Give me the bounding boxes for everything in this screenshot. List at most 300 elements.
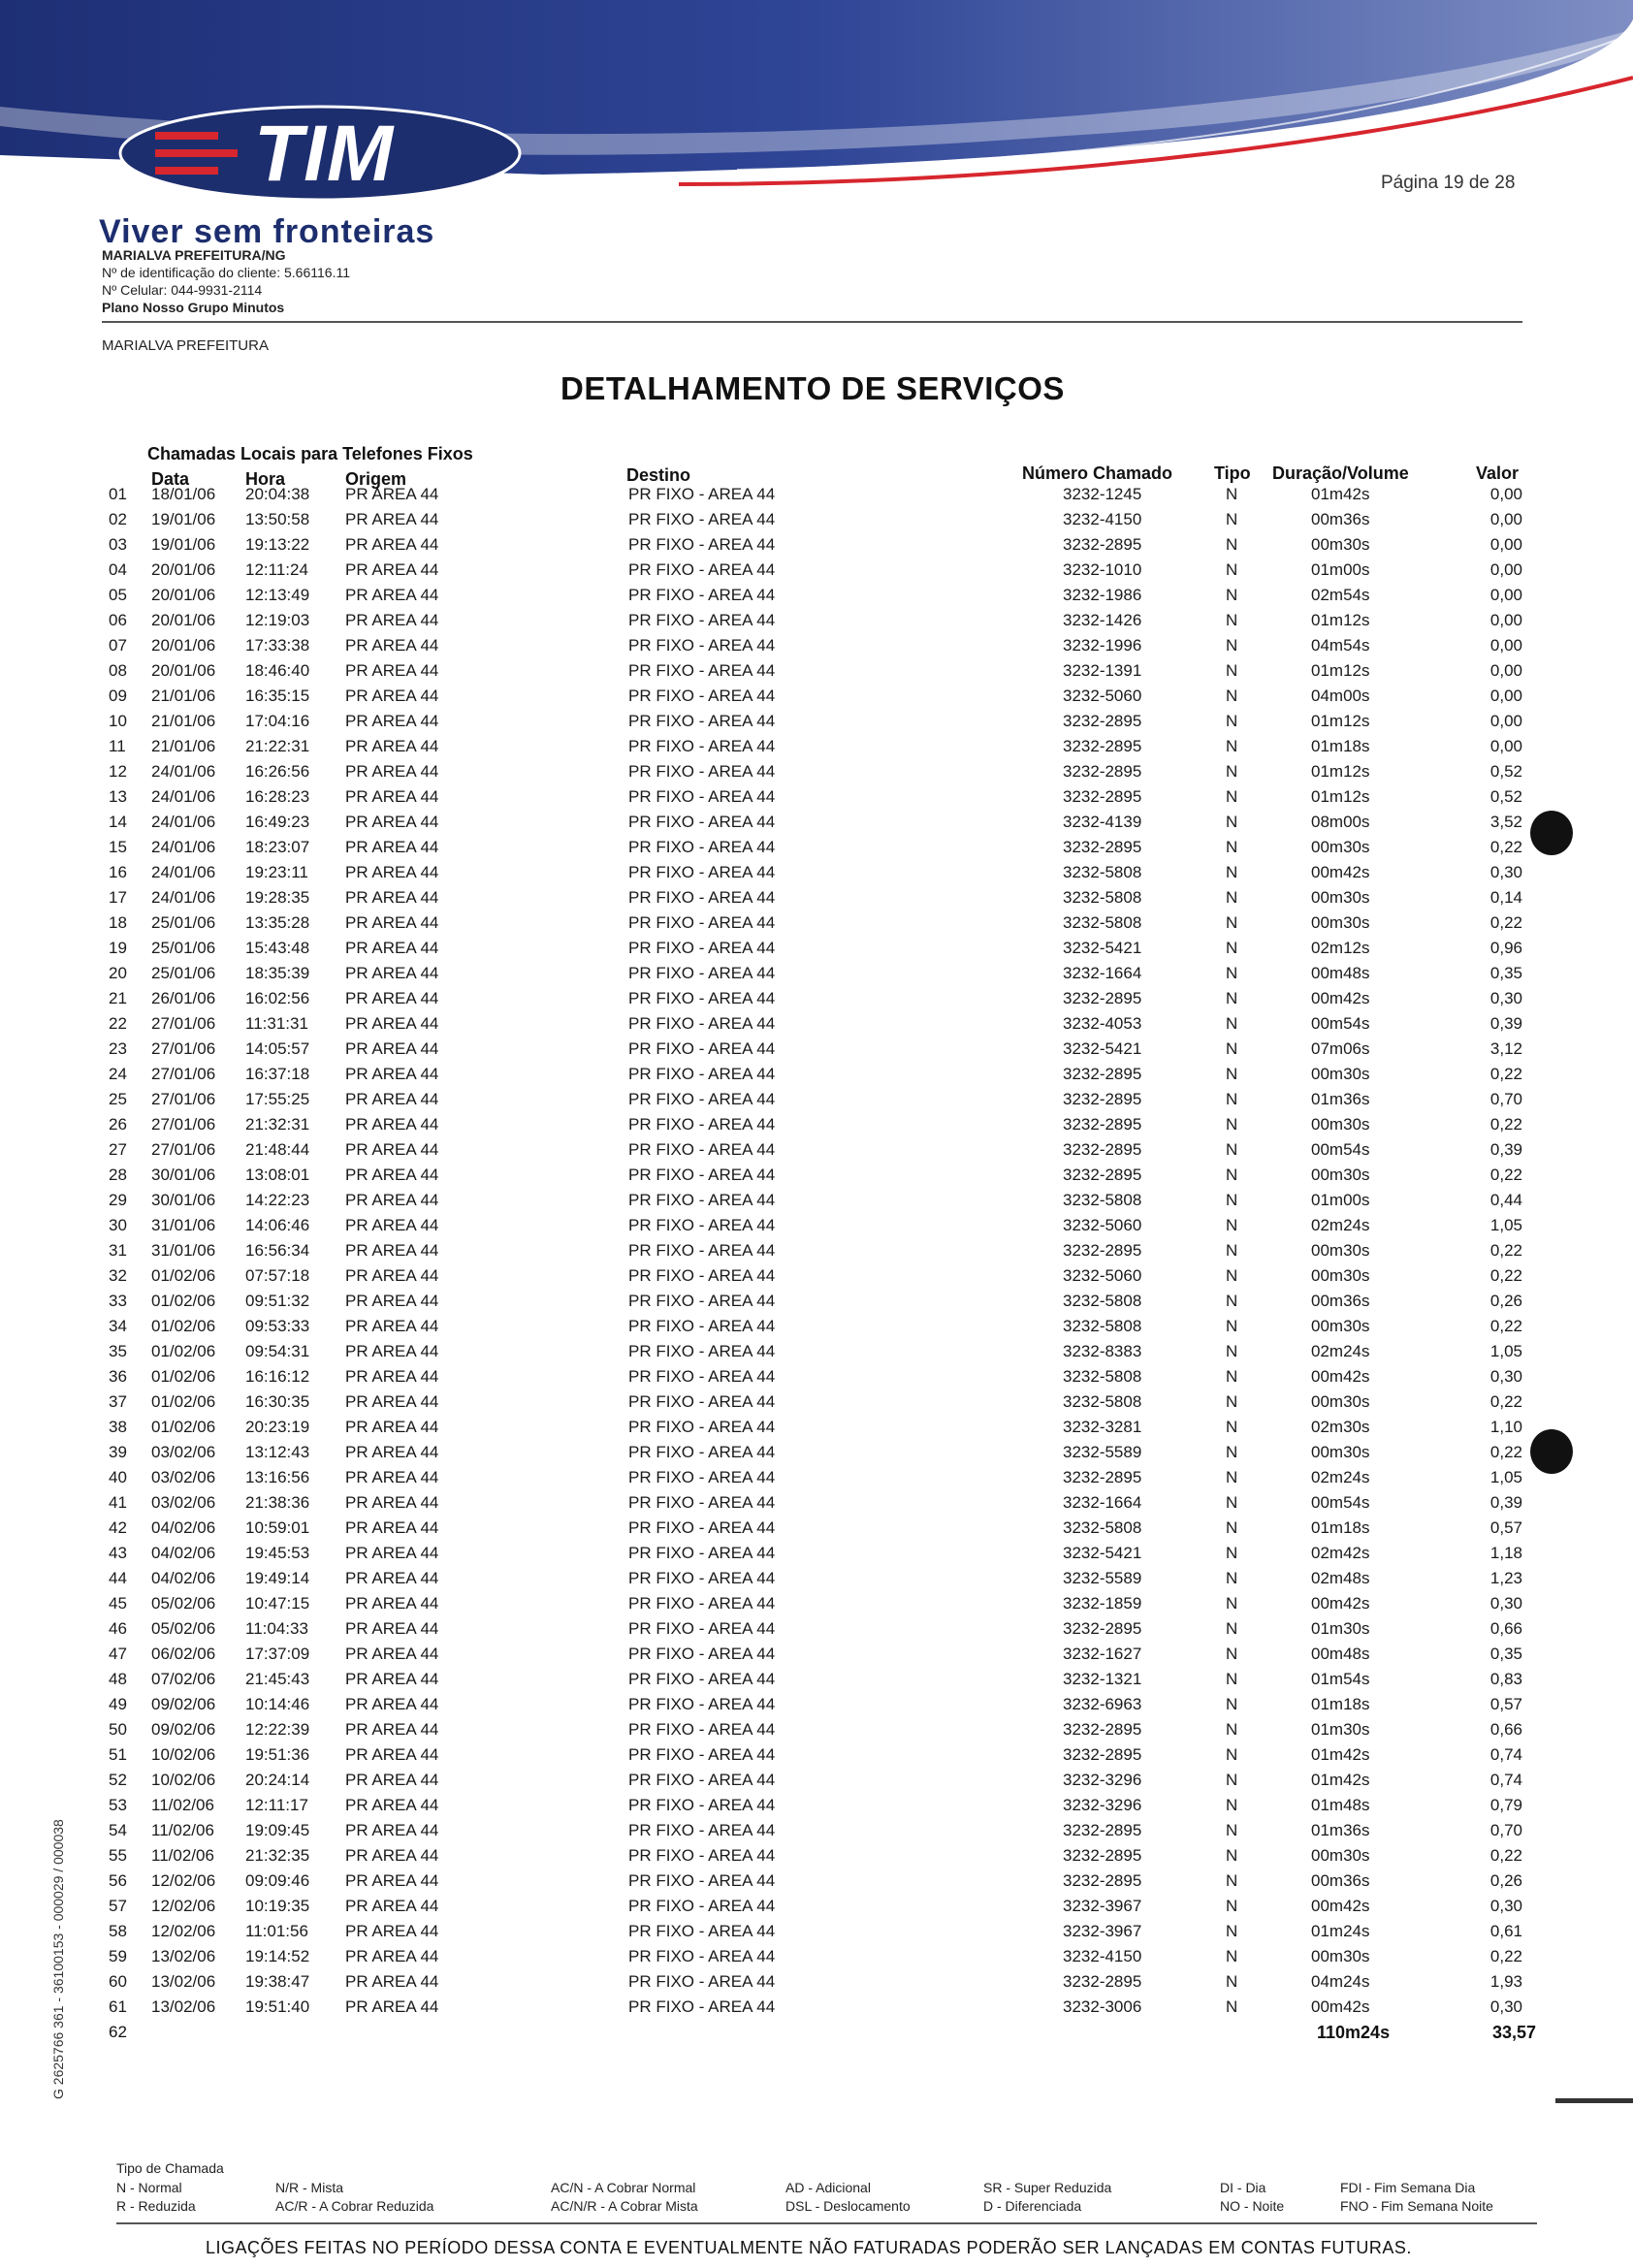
row-index: 44 [109,1569,127,1587]
call-value: 0,00 [1489,535,1522,554]
call-date: 12/02/06 [151,1922,216,1940]
call-type: N [1226,661,1238,680]
call-origin: PR AREA 44 [345,1392,439,1411]
call-type: N [1226,1191,1238,1209]
row-index: 34 [109,1317,127,1335]
call-type: N [1226,1140,1238,1159]
called-number: 3232-2895 [1063,1972,1142,1991]
call-duration: 02m54s [1311,586,1370,604]
call-destination: PR FIXO - AREA 44 [628,1443,776,1461]
call-origin: PR AREA 44 [345,1443,439,1461]
table-row [0,510,1633,535]
call-type-legend [116,2160,1522,2219]
call-value: 1,93 [1489,1972,1522,1991]
legend-item: AC/R - A Cobrar Reduzida [275,2198,434,2214]
table-row [0,1216,1633,1241]
call-origin: PR AREA 44 [345,1065,439,1083]
row-index: 28 [109,1166,127,1184]
call-value: 1,05 [1489,1342,1522,1360]
call-type: N [1226,1720,1238,1739]
call-origin: PR AREA 44 [345,1569,439,1587]
table-row [0,1972,1633,1997]
row-index: 30 [109,1216,127,1234]
called-number: 3232-2895 [1063,1871,1142,1890]
call-date: 31/01/06 [151,1241,216,1260]
call-date: 05/02/06 [151,1619,216,1638]
call-time: 10:47:15 [245,1594,310,1613]
punch-hole [1530,1429,1573,1474]
call-duration: 01m42s [1311,1771,1370,1789]
table-row [0,1745,1633,1771]
row-index: 54 [109,1821,127,1839]
call-type: N [1226,1846,1238,1865]
table-row [0,1871,1633,1897]
call-origin: PR AREA 44 [345,1367,439,1386]
row-index: 06 [109,611,127,629]
row-index: 29 [109,1191,127,1209]
call-duration: 01m42s [1311,1745,1370,1764]
call-destination: PR FIXO - AREA 44 [628,1493,776,1512]
call-value: 0,44 [1489,1191,1522,1209]
call-destination: PR FIXO - AREA 44 [628,1720,776,1739]
call-duration: 00m36s [1311,1871,1370,1890]
table-row [0,913,1633,939]
call-duration: 01m24s [1311,1922,1370,1940]
call-duration: 00m54s [1311,1493,1370,1512]
call-origin: PR AREA 44 [345,813,439,831]
called-number: 3232-8383 [1063,1342,1142,1360]
call-time: 09:54:31 [245,1342,310,1360]
call-origin: PR AREA 44 [345,737,439,755]
call-time: 13:16:56 [245,1468,310,1486]
called-number: 3232-2895 [1063,1115,1142,1134]
call-duration: 07m06s [1311,1039,1370,1058]
call-date: 12/02/06 [151,1897,216,1915]
divider [116,2222,1537,2224]
call-duration: 00m30s [1311,1392,1370,1411]
row-index: 26 [109,1115,127,1134]
call-value: 0,30 [1489,1997,1522,2016]
row-index: 02 [109,510,127,528]
row-index: 12 [109,762,127,781]
call-duration: 01m12s [1311,661,1370,680]
call-duration: 00m30s [1311,1115,1370,1134]
punch-hole [1530,811,1573,855]
row-index: 24 [109,1065,127,1083]
row-index: 61 [109,1997,127,2016]
call-date: 20/01/06 [151,636,216,655]
call-origin: PR AREA 44 [345,1191,439,1209]
call-date: 19/01/06 [151,510,216,528]
call-time: 12:13:49 [245,586,310,604]
call-value: 0,22 [1489,1115,1522,1134]
call-value: 0,22 [1489,1846,1522,1865]
call-duration: 00m48s [1311,1645,1370,1663]
called-number: 3232-1010 [1063,560,1142,579]
call-time: 21:32:35 [245,1846,310,1865]
call-value: 0,39 [1489,1014,1522,1033]
call-date: 05/02/06 [151,1594,216,1613]
call-date: 01/02/06 [151,1367,216,1386]
call-duration: 00m42s [1311,1594,1370,1613]
call-time: 21:38:36 [245,1493,310,1512]
called-number: 3232-5808 [1063,1392,1142,1411]
call-destination: PR FIXO - AREA 44 [628,1216,776,1234]
call-value: 0,66 [1489,1619,1522,1638]
call-duration: 00m42s [1311,1997,1370,2016]
called-number: 3232-2895 [1063,1140,1142,1159]
call-type: N [1226,1897,1238,1915]
call-value: 0,35 [1489,1645,1522,1663]
called-number: 3232-6963 [1063,1695,1142,1713]
table-row [0,1947,1633,1972]
call-date: 27/01/06 [151,1140,216,1159]
legend-item: NO - Noite [1220,2198,1285,2214]
table-row [0,1039,1633,1065]
call-origin: PR AREA 44 [345,712,439,730]
call-time: 18:35:39 [245,964,310,982]
call-time: 13:12:43 [245,1443,310,1461]
row-index: 19 [109,939,127,957]
call-time: 19:28:35 [245,888,310,907]
call-duration: 02m42s [1311,1544,1370,1562]
call-value: 0,00 [1489,611,1522,629]
call-time: 16:30:35 [245,1392,310,1411]
table-row [0,1418,1633,1443]
called-number: 3232-2895 [1063,762,1142,781]
call-destination: PR FIXO - AREA 44 [628,510,776,528]
call-value: 0,00 [1489,687,1522,705]
call-origin: PR AREA 44 [345,762,439,781]
call-value: 0,83 [1489,1670,1522,1688]
call-value: 0,14 [1489,888,1522,907]
call-duration: 02m48s [1311,1569,1370,1587]
call-type: N [1226,1317,1238,1335]
call-destination: PR FIXO - AREA 44 [628,1544,776,1562]
call-origin: PR AREA 44 [345,586,439,604]
call-time: 10:59:01 [245,1518,310,1537]
call-type: N [1226,863,1238,881]
call-duration: 01m12s [1311,712,1370,730]
call-type: N [1226,1871,1238,1890]
call-origin: PR AREA 44 [345,1922,439,1940]
call-type: N [1226,1039,1238,1058]
call-value: 0,57 [1489,1518,1522,1537]
call-duration: 01m30s [1311,1619,1370,1638]
row-index: 23 [109,1039,127,1058]
legend-item: N - Normal [116,2180,182,2195]
row-index: 05 [109,586,127,604]
call-origin: PR AREA 44 [345,1241,439,1260]
call-origin: PR AREA 44 [345,1871,439,1890]
call-destination: PR FIXO - AREA 44 [628,1342,776,1360]
call-origin: PR AREA 44 [345,636,439,655]
table-row [0,939,1633,964]
called-number: 3232-3967 [1063,1922,1142,1940]
call-type: N [1226,1065,1238,1083]
scan-mark [1555,2098,1633,2103]
call-date: 04/02/06 [151,1544,216,1562]
call-type: N [1226,1771,1238,1789]
tim-logo: TIM [254,110,395,198]
call-type: N [1226,535,1238,554]
call-time: 14:22:23 [245,1191,310,1209]
call-duration: 00m54s [1311,1014,1370,1033]
called-number: 3232-3296 [1063,1796,1142,1814]
call-date: 25/01/06 [151,964,216,982]
call-origin: PR AREA 44 [345,1670,439,1688]
call-type: N [1226,1670,1238,1688]
call-date: 25/01/06 [151,913,216,932]
called-number: 3232-1321 [1063,1670,1142,1688]
called-number: 3232-4150 [1063,510,1142,528]
call-time: 17:37:09 [245,1645,310,1663]
call-type: N [1226,1266,1238,1285]
call-duration: 00m42s [1311,1367,1370,1386]
call-value: 0,22 [1489,838,1522,856]
call-destination: PR FIXO - AREA 44 [628,1367,776,1386]
table-row [0,712,1633,737]
call-destination: PR FIXO - AREA 44 [628,560,776,579]
call-time: 09:53:33 [245,1317,310,1335]
called-number: 3232-2895 [1063,1846,1142,1865]
call-duration: 00m30s [1311,1317,1370,1335]
call-duration: 04m00s [1311,687,1370,705]
call-time: 16:28:23 [245,787,310,806]
legend-item: AC/N/R - A Cobrar Mista [551,2198,698,2214]
called-number: 3232-5589 [1063,1569,1142,1587]
call-type: N [1226,913,1238,932]
table-row [0,560,1633,586]
call-origin: PR AREA 44 [345,1317,439,1335]
call-duration: 00m30s [1311,913,1370,932]
call-date: 25/01/06 [151,939,216,957]
call-value: 0,70 [1489,1090,1522,1108]
call-duration: 01m30s [1311,1720,1370,1739]
call-date: 11/02/06 [151,1846,214,1865]
call-date: 04/02/06 [151,1569,216,1587]
call-date: 27/01/06 [151,1065,216,1083]
call-duration: 02m24s [1311,1342,1370,1360]
table-row [0,1468,1633,1493]
call-date: 18/01/06 [151,485,216,503]
call-value: 1,10 [1489,1418,1522,1436]
called-number: 3232-2895 [1063,535,1142,554]
call-value: 0,30 [1489,1897,1522,1915]
call-time: 12:11:17 [245,1796,308,1814]
call-destination: PR FIXO - AREA 44 [628,964,776,982]
call-time: 09:51:32 [245,1292,310,1310]
legend-item: AD - Adicional [785,2180,871,2195]
called-number: 3232-5060 [1063,687,1142,705]
col-header-duracao: Duração/Volume [1272,463,1409,483]
table-row [0,1241,1633,1266]
row-index: 01 [109,485,127,503]
call-origin: PR AREA 44 [345,1292,439,1310]
call-type: N [1226,510,1238,528]
call-date: 13/02/06 [151,1947,216,1965]
call-type: N [1226,1090,1238,1108]
call-value: 0,74 [1489,1771,1522,1789]
called-number: 3232-1245 [1063,485,1142,503]
called-number: 3232-2895 [1063,1241,1142,1260]
call-duration: 01m48s [1311,1796,1370,1814]
called-number: 3232-1996 [1063,636,1142,655]
call-time: 21:32:31 [245,1115,310,1134]
col-header-data: Data [151,469,190,489]
call-time: 13:35:28 [245,913,310,932]
call-time: 16:35:15 [245,687,310,705]
called-number: 3232-2895 [1063,712,1142,730]
call-duration: 00m42s [1311,989,1370,1007]
call-time: 16:26:56 [245,762,310,781]
called-number: 3232-5060 [1063,1266,1142,1285]
call-destination: PR FIXO - AREA 44 [628,1997,776,2016]
col-header-hora: Hora [245,469,286,489]
total-duration: 110m24s [1317,2023,1391,2042]
call-duration: 01m18s [1311,737,1370,755]
table-row [0,1443,1633,1468]
table-row [0,888,1633,913]
client-info [102,246,350,316]
call-value: 0,00 [1489,712,1522,730]
call-date: 24/01/06 [151,838,216,856]
call-duration: 01m00s [1311,560,1370,579]
call-destination: PR FIXO - AREA 44 [628,1418,776,1436]
call-origin: PR AREA 44 [345,661,439,680]
call-duration: 00m30s [1311,1947,1370,1965]
call-duration: 00m30s [1311,1166,1370,1184]
call-time: 21:48:44 [245,1140,310,1159]
call-destination: PR FIXO - AREA 44 [628,1241,776,1260]
call-date: 03/02/06 [151,1468,216,1486]
called-number: 3232-2895 [1063,1065,1142,1083]
call-type: N [1226,560,1238,579]
call-type: N [1226,1569,1238,1587]
table-row [0,1065,1633,1090]
table-row [0,1897,1633,1922]
called-number: 3232-1986 [1063,586,1142,604]
table-row [0,1292,1633,1317]
call-origin: PR AREA 44 [345,1468,439,1486]
legend-item: FDI - Fim Semana Dia [1340,2180,1476,2195]
called-number: 3232-5808 [1063,888,1142,907]
row-index: 50 [109,1720,127,1739]
call-date: 24/01/06 [151,787,216,806]
call-type: N [1226,762,1238,781]
table-row [0,787,1633,813]
table-row [0,1115,1633,1140]
row-index: 41 [109,1493,127,1512]
call-type: N [1226,1468,1238,1486]
called-number: 3232-3281 [1063,1418,1142,1436]
call-origin: PR AREA 44 [345,913,439,932]
table-row [0,989,1633,1014]
row-index: 49 [109,1695,127,1713]
table-row [0,737,1633,762]
call-time: 21:45:43 [245,1670,310,1688]
called-number: 3232-5589 [1063,1443,1142,1461]
call-origin: PR AREA 44 [345,964,439,982]
row-index: 46 [109,1619,127,1638]
call-destination: PR FIXO - AREA 44 [628,1695,776,1713]
call-duration: 01m00s [1311,1191,1370,1209]
called-number: 3232-5808 [1063,863,1142,881]
called-number: 3232-1426 [1063,611,1142,629]
call-date: 01/02/06 [151,1317,216,1335]
call-date: 21/01/06 [151,737,216,755]
call-origin: PR AREA 44 [345,1014,439,1033]
call-value: 0,26 [1489,1292,1522,1310]
call-date: 30/01/06 [151,1191,216,1209]
table-row [0,661,1633,687]
table-row [0,1317,1633,1342]
cell-number: Nº Celular: 044-9931-2114 [102,282,263,298]
call-time: 19:49:14 [245,1569,310,1587]
call-type: N [1226,1695,1238,1713]
call-destination: PR FIXO - AREA 44 [628,1922,776,1940]
col-header-tipo: Tipo [1214,463,1251,483]
table-row [0,485,1633,510]
call-destination: PR FIXO - AREA 44 [628,1014,776,1033]
call-type: N [1226,611,1238,629]
called-number: 3232-5421 [1063,939,1142,957]
call-time: 07:57:18 [245,1266,310,1285]
call-type: N [1226,1972,1238,1991]
table-row [0,1493,1633,1518]
called-number: 3232-2895 [1063,787,1142,806]
call-destination: PR FIXO - AREA 44 [628,1645,776,1663]
called-number: 3232-5808 [1063,1292,1142,1310]
called-number: 3232-2895 [1063,1720,1142,1739]
call-value: 0,30 [1489,1367,1522,1386]
row-index: 48 [109,1670,127,1688]
call-origin: PR AREA 44 [345,1771,439,1789]
call-origin: PR AREA 44 [345,1695,439,1713]
row-index: 16 [109,863,127,881]
table-row [0,1342,1633,1367]
call-date: 13/02/06 [151,1972,216,1991]
call-destination: PR FIXO - AREA 44 [628,1972,776,1991]
call-date: 27/01/06 [151,1039,216,1058]
call-destination: PR FIXO - AREA 44 [628,636,776,655]
call-destination: PR FIXO - AREA 44 [628,1619,776,1638]
call-type: N [1226,1342,1238,1360]
call-time: 11:01:56 [245,1922,308,1940]
call-type: N [1226,939,1238,957]
called-number: 3232-5808 [1063,913,1142,932]
legend-item: FNO - Fim Semana Noite [1340,2198,1493,2214]
call-duration: 01m18s [1311,1695,1370,1713]
call-value: 0,22 [1489,1266,1522,1285]
table-row [0,1518,1633,1544]
plan-name: Plano Nosso Grupo Minutos [102,300,285,315]
row-index: 15 [109,838,127,856]
call-value: 0,39 [1489,1140,1522,1159]
call-type: N [1226,1745,1238,1764]
call-type: N [1226,1014,1238,1033]
call-origin: PR AREA 44 [345,535,439,554]
call-origin: PR AREA 44 [345,1821,439,1839]
call-value: 0,57 [1489,1695,1522,1713]
call-destination: PR FIXO - AREA 44 [628,1140,776,1159]
called-number: 3232-1627 [1063,1645,1142,1663]
call-time: 20:24:14 [245,1771,310,1789]
call-destination: PR FIXO - AREA 44 [628,535,776,554]
call-origin: PR AREA 44 [345,1544,439,1562]
call-origin: PR AREA 44 [345,1115,439,1134]
call-value: 0,22 [1489,1241,1522,1260]
